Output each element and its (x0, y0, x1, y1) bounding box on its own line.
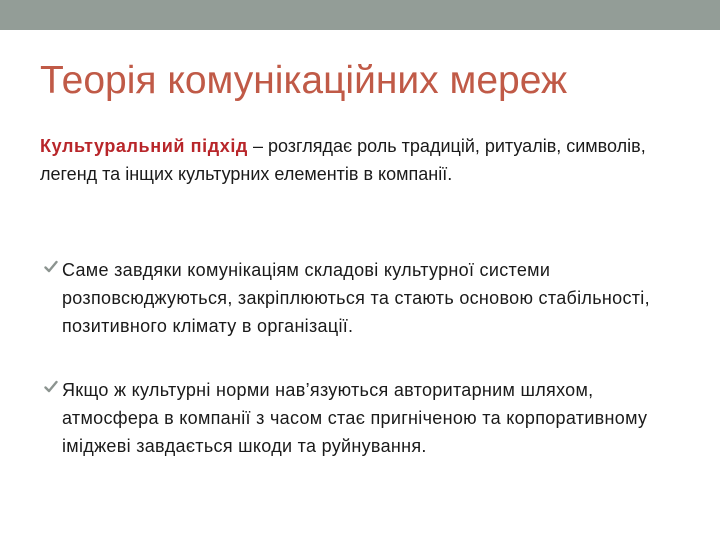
intro-term: Культуральний підхід (40, 136, 248, 156)
checkmark-icon (44, 256, 58, 284)
slide-title: Теорія комунікаційних мереж (40, 59, 568, 102)
top-bar (0, 0, 720, 30)
bullet-item (40, 256, 688, 340)
bullet-text: Саме завдяки комунікаціям складові культурної системи розповсюджуються, закріплюються та стають основою стабільності, позитивного клімату в організації. (62, 260, 650, 336)
bullet-item (40, 376, 688, 460)
bullet-text: Якщо ж культурні норми нав’язуються авторитарним шляхом, атмосфера в компанії з часом стає пригніченою та корпоративному іміджеві завдається шкоди та руйнування. (62, 380, 648, 456)
intro-paragraph (40, 132, 688, 188)
checkmark-icon (44, 376, 58, 404)
intro-text: – розглядає роль традицій, ритуалів, символів, легенд та інщих культурних елементів в компанії. (40, 136, 646, 184)
